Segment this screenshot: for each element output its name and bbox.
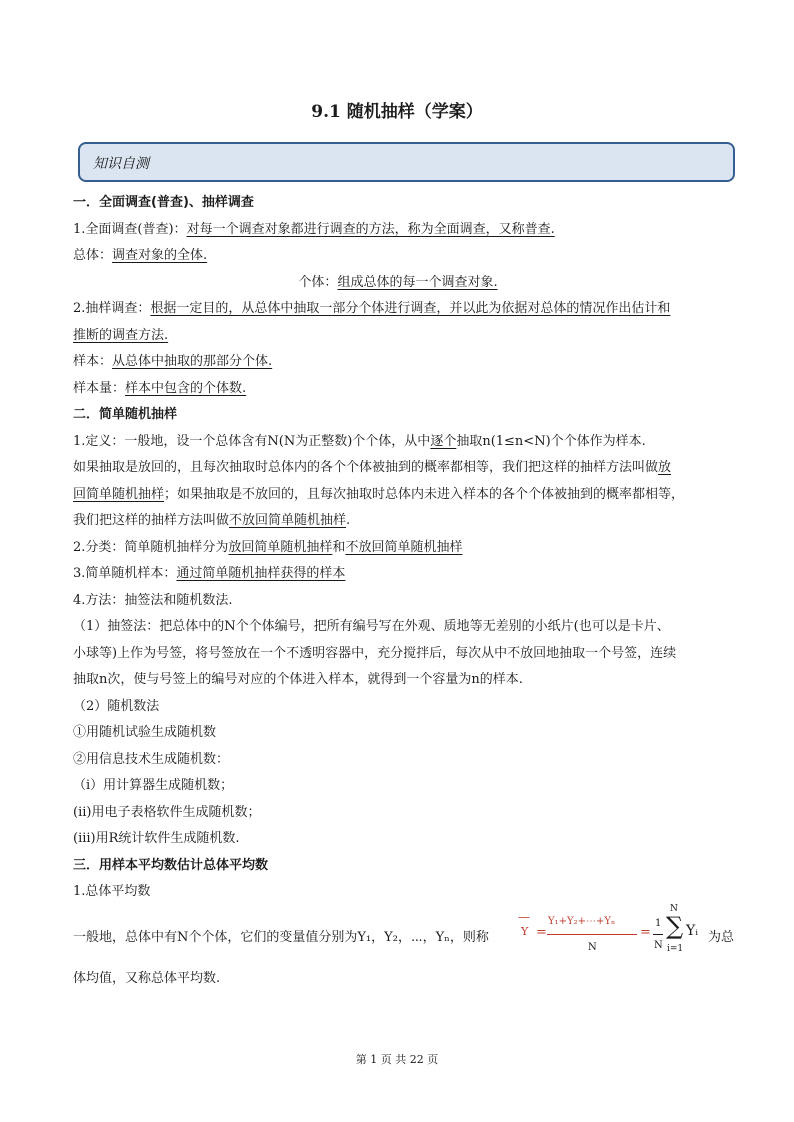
line-population-mean-def: 体均值，又称总体平均数.	[73, 970, 221, 986]
line-with-replacement: 如果抽取是放回的，且每次抽取时总体内的各个个体被抽到的概率都相等，我们把这样的抽样方法叫做放	[73, 460, 672, 475]
page-footer: 第 1 页 共 22 页	[355, 1053, 439, 1066]
line-without-replacement-cont: 我们把这样的抽样方法叫做不放回简单随机抽样.	[73, 513, 351, 528]
line-r-software: (iii)用R统计软件生成随机数.	[73, 831, 240, 846]
line-full-survey: 1.全面调查(普查)：对每一个调查对象都进行调查的方法，称为全面调查，又称普查.	[73, 221, 555, 237]
line-methods: 4.方法：抽签法和随机数法.	[73, 592, 233, 608]
line-simple-random-sample: 3.简单随机样本：通过简单随机抽样获得的样本	[73, 566, 346, 581]
line-lottery-3: 抽取n次，使与号签上的编号对应的个体进入样本，就得到一个容量为n的样本.	[73, 672, 523, 687]
line-population: 总体：调查对象的全体.	[73, 248, 208, 263]
line-mean-definition: 一般地，总体中有N个个体，它们的变量值分别为Y₁，Y₂，⋯，Yₙ，则称 — Y = Y₁+Y₂+⋯+Yₙ N = 1 N N ∑ i=1 Yᵢ 为总	[73, 910, 723, 966]
line-calculator: （i）用计算器生成随机数；	[73, 778, 234, 793]
formula-numerator: Y₁+Y₂+⋯+Yₙ	[548, 915, 616, 927]
line-without-replacement: 回简单随机抽样；如果抽取是不放回的，且每次抽取时总体内未进入样本的各个个体被抽到的概率都相等，	[73, 486, 685, 502]
heading-1: 一．全面调查(普查)、抽样调查	[73, 195, 254, 210]
formula-eq: =	[536, 924, 547, 940]
section-box	[78, 142, 735, 182]
formula-eq2: =	[640, 924, 651, 940]
line-random-experiment: ①用随机试验生成随机数	[73, 725, 217, 740]
line-individual: 个体：组成总体的每一个调查对象.	[298, 274, 498, 290]
line-definition: 1.定义：一般地，设一个总体含有N(N为正整数)个个体，从中逐个抽取n(1≤n<N)个个体作为样本.	[73, 433, 646, 449]
line-lottery-2: 小球等)上作为号签，将号签放在一个不透明容器中，充分搅拌后，每次从中不放回地抽取一个号签，连续	[73, 645, 677, 661]
sigma-symbol: ∑	[666, 911, 684, 940]
mean-formula: — Y = Y₁+Y₂+⋯+Yₙ N = 1 N N ∑ i=1 Yᵢ 为总	[518, 903, 735, 954]
section-box-label: 知识自测	[93, 156, 149, 172]
line-lottery-1: （1）抽签法：把总体中的N个个体编号，把所有编号写在外观、质地等无差别的小纸片(也可以是卡片、	[73, 619, 670, 634]
line-sample: 样本：从总体中抽取的那部分个体.	[73, 354, 273, 369]
line-sampling-survey: 2.抽样调查：根据一定目的，从总体中抽取一部分个体进行调查，并以此为依据对总体的情况作出估计和	[73, 301, 671, 316]
line-population-mean: 1.总体平均数	[73, 884, 151, 899]
formula-denominator: N	[588, 941, 597, 953]
line-random-number: （2）随机数法	[73, 698, 160, 714]
fraction-bar	[547, 934, 637, 935]
heading-3: 三．用样本平均数估计总体平均数	[73, 857, 269, 873]
line-info-tech: ②用信息技术生成随机数：	[73, 751, 230, 767]
page-title: 9.1 随机抽样（学案）	[311, 102, 483, 122]
line-sampling-survey-cont: 推断的调查方法.	[73, 327, 169, 343]
line-spreadsheet: (ii)用电子表格软件生成随机数；	[73, 804, 261, 820]
line-classification: 2.分类：简单随机抽样分为放回简单随机抽样和不放回简单随机抽样	[73, 539, 463, 555]
formula-ybar: Y	[521, 924, 529, 938]
line-sample-size: 样本量：样本中包含的个体数.	[73, 380, 247, 396]
document-body	[73, 190, 735, 992]
heading-2: 二．简单随机抽样	[73, 407, 178, 422]
